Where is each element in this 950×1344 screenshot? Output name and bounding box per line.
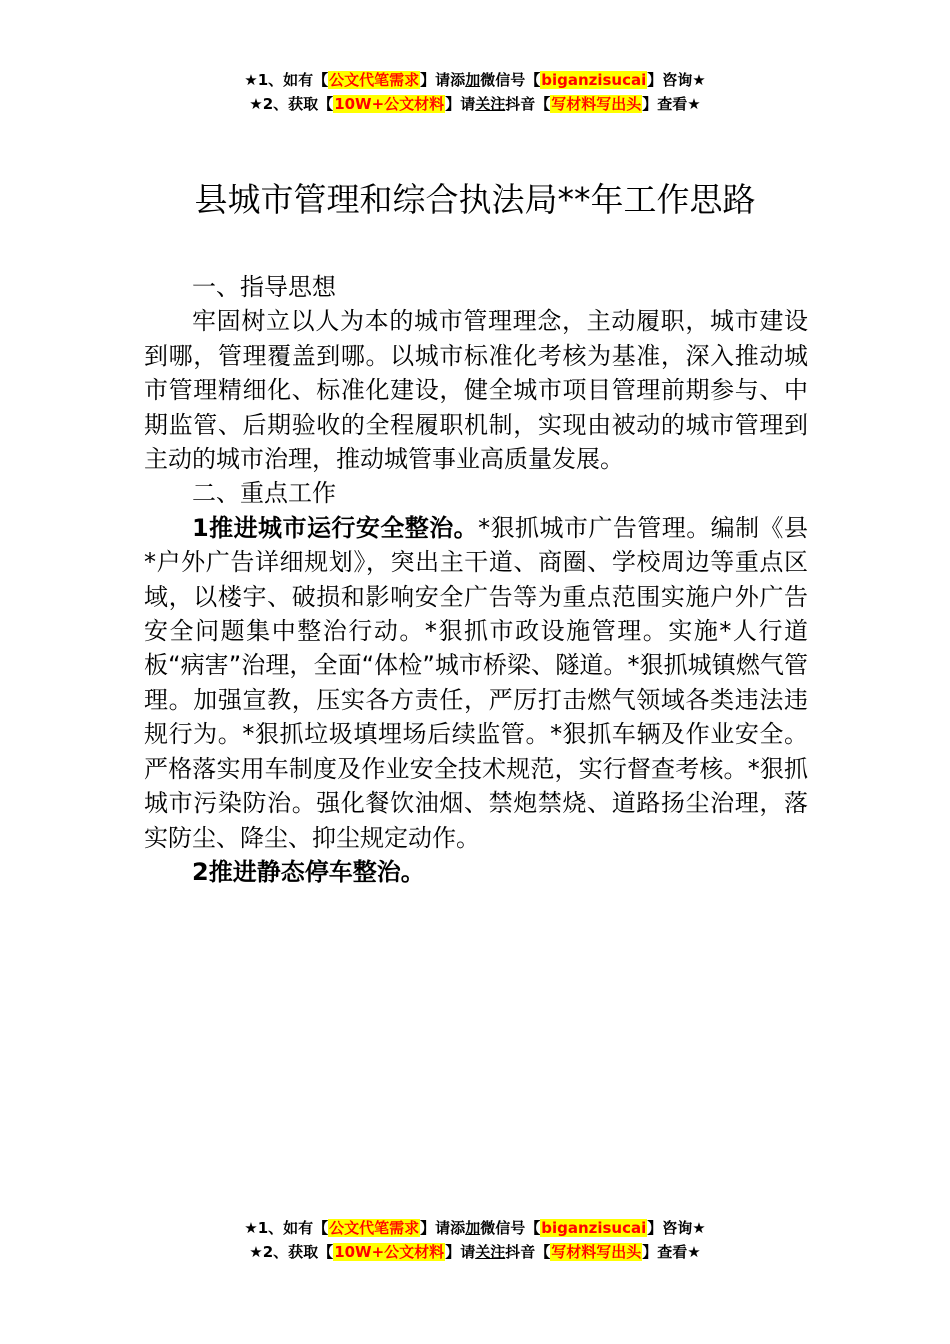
key-work-item-2: [144, 855, 808, 889]
banner-line-2: [0, 1240, 950, 1264]
highlight-materials: 10W+公文材料: [334, 1243, 445, 1261]
banner-line-1: [0, 1216, 950, 1240]
header-banner: [0, 68, 950, 116]
banner-text: 】请: [445, 95, 476, 113]
highlight-wechat-id: biganzisucai: [541, 71, 647, 89]
item-1-body: *狠抓城市广告管理。编制《县*户外广告详细规划》，突出主干道、商圈、学校周边等重点区域，以楼宇、破损和影响安全广告等为重点范围实施户外广告安全问题集中整治行动。*狠抓市政设施管理。实施*人行道板“病害”治理，全面“体检”城市桥梁、隧道。*狠抓城镇燃气管理。加强宣教，压实各方责任，严厉打击燃气领域各类违法违规行为。*狠抓垃圾填埋场后续监管。*狠抓车辆及作业安全。严格落实用车制度及作业安全技术规范，实行督查考核。*狠抓城市污染防治。强化餐饮油烟、禁炮禁烧、道路扬尘治理，落实防尘、降尘、抑尘规定动作。: [144, 513, 808, 852]
banner-line-1: [0, 68, 950, 92]
highlight-materials: 10W+公文材料: [334, 95, 445, 113]
key-work-item-1: [144, 511, 808, 855]
banner-text: ★1、如有【: [244, 71, 329, 89]
banner-text: ★1、如有【: [244, 1219, 329, 1237]
banner-underlined-text: 加: [465, 71, 481, 89]
banner-text: 抖音【: [505, 1243, 551, 1261]
highlight-douyin-account: 写材料写出头: [551, 95, 642, 113]
banner-underlined-text: 加: [465, 1219, 481, 1237]
section-heading-key-work: 二、重点工作: [192, 479, 336, 508]
banner-underlined-text: 关注: [475, 1243, 506, 1261]
footer-banner: [0, 1216, 950, 1264]
banner-text: 】咨询★: [647, 71, 706, 89]
banner-text: 】查看★: [642, 95, 701, 113]
banner-text: 】请添: [420, 1219, 466, 1237]
document-title: 县城市管理和综合执法局**年工作思路: [194, 180, 756, 219]
banner-text: ★2、获取【: [249, 1243, 334, 1261]
section-heading-guiding-thought: 一、指导思想: [192, 273, 336, 301]
highlight-ghostwriting: 公文代笔需求: [329, 1219, 420, 1237]
highlight-ghostwriting: 公文代笔需求: [329, 71, 420, 89]
banner-text: 微信号【: [480, 71, 541, 89]
banner-text: 】请添: [420, 71, 466, 89]
banner-text: ★2、获取【: [249, 95, 334, 113]
banner-text: 】请: [445, 1243, 476, 1261]
banner-text: 微信号【: [480, 1219, 541, 1237]
banner-text: 】咨询★: [647, 1219, 706, 1237]
banner-text: 抖音【: [505, 95, 551, 113]
highlight-douyin-account: 写材料写出头: [551, 1243, 642, 1261]
banner-underlined-text: 关注: [475, 95, 506, 113]
highlight-wechat-id: biganzisucai: [541, 1219, 647, 1237]
banner-line-2: [0, 92, 950, 116]
section-paragraph-guiding-thought: 牢固树立以人为本的城市管理理念，主动履职，城市建设到哪，管理覆盖到哪。以城市标准化考核为基准，深入推动城市管理精细化、标准化建设，健全城市项目管理前期参与、中期监管、后期验收的全程履职机制，实现由被动的城市管理到主动的城市治理，推动城管事业高质量发展。: [144, 307, 808, 474]
item-2-lead: 2推进静态停车整治。: [192, 857, 425, 886]
document-body: [144, 270, 808, 889]
banner-text: 】查看★: [642, 1243, 701, 1261]
item-1-lead: 1推进城市运行安全整治。: [192, 513, 479, 542]
